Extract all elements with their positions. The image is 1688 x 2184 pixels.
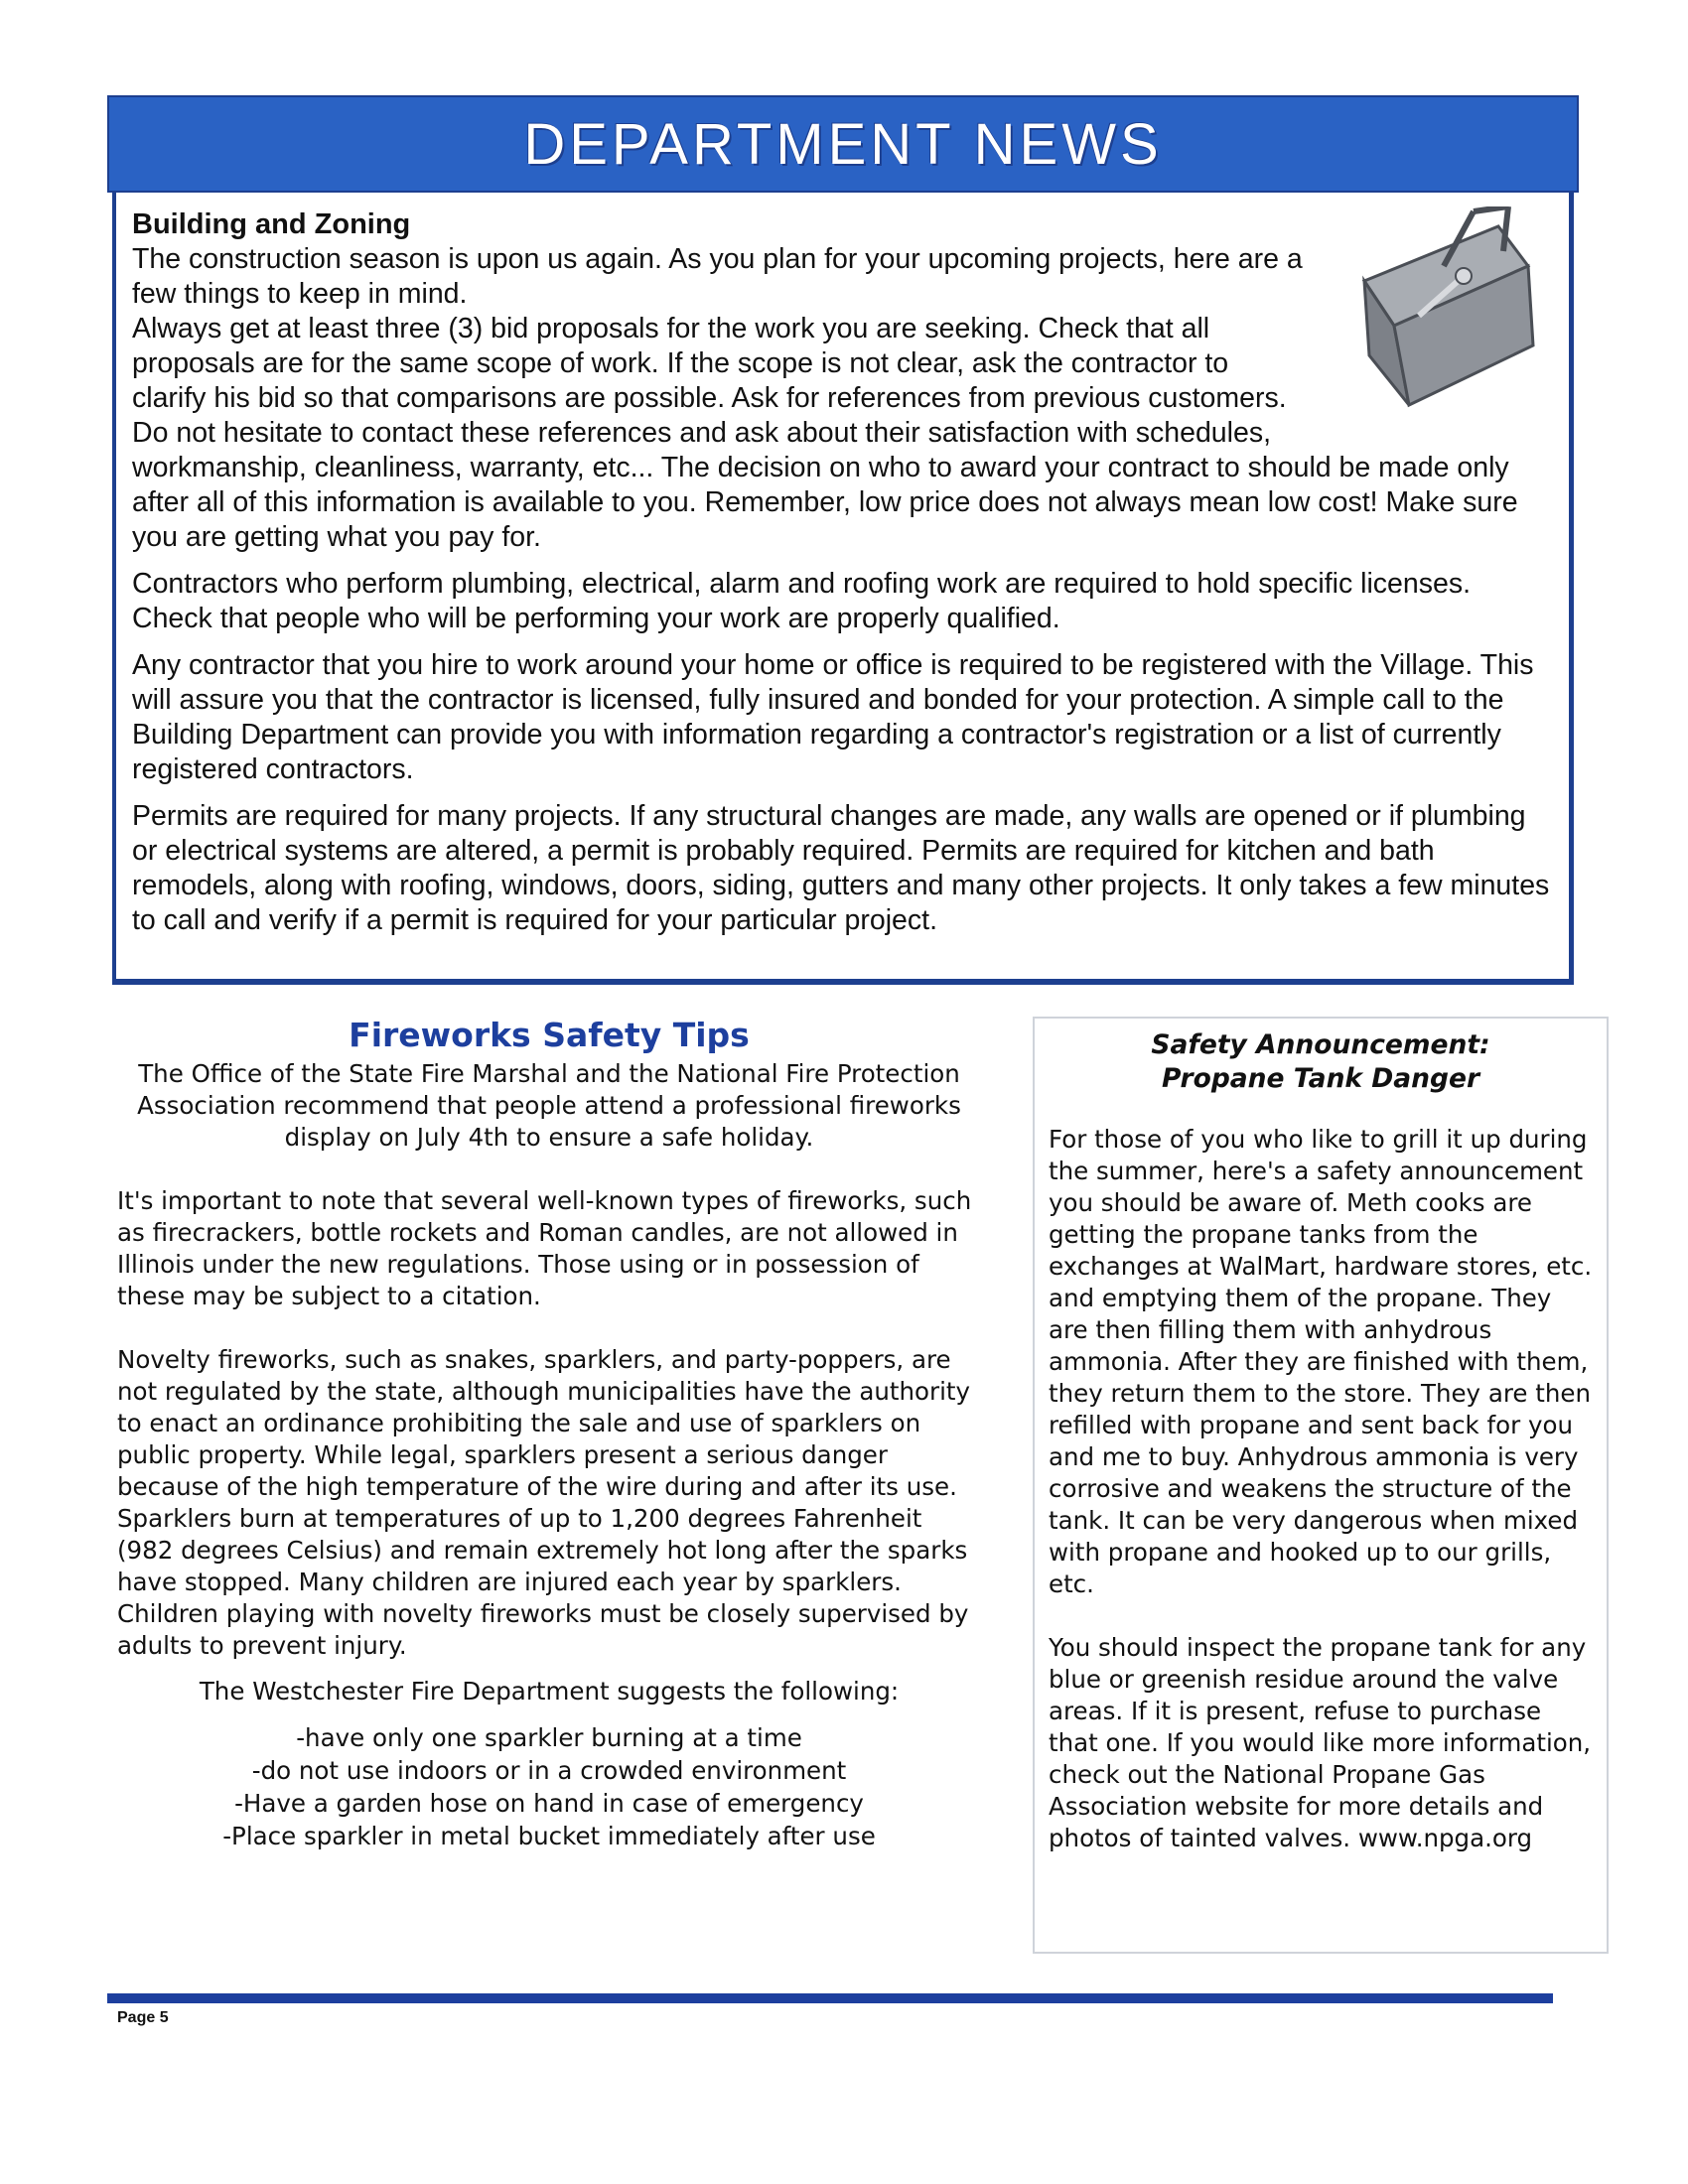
toolbox-icon [1325, 206, 1543, 420]
list-item: -have only one sparkler burning at a time [296, 1723, 802, 1752]
fireworks-intro: The Office of the State Fire Marshal and the National Fire Protection Association recommend that people attend a professional fireworks display on July 4th to ensure a safe holiday. [137, 1059, 961, 1152]
fireworks-heading: Fireworks Safety Tips [349, 1016, 750, 1054]
list-item: -Have a garden hose on hand in case of emergency [234, 1789, 864, 1818]
banner-title: DEPARTMENT NEWS [523, 111, 1163, 177]
department-news-banner [107, 95, 1579, 193]
paragraph: Always get at least three (3) bid proposals for the work you are seeking. Check that all proposals are for the same scope of work. If the scope is not clear, ask the contractor to clarify his bid so that comparisons are possible. Ask for references from previous customers. Do not hesitate to contact these references and ask about their satisfaction with schedules, workmanship, cleanliness, warranty, etc... The decision on who to award your contract to should be made only after all of this information is available to you. Remember, low price does not always mean low cost! Make sure you are getting what you pay for. [132, 313, 1518, 553]
fireworks-section [117, 1015, 981, 1852]
page-number: Page 5 [117, 2009, 169, 2026]
suggestions-intro: The Westchester Fire Department suggests the following: [199, 1677, 900, 1706]
paragraph: It's important to note that several well-known types of fireworks, such as firecrackers, bottle rockets and Roman candles, are not allowed in Illinois under the new regulations. Those using or in possession of these may be subject to a citation. [117, 1186, 972, 1310]
section-heading: Building and Zoning [132, 208, 411, 240]
list-item: -Place sparkler in metal bucket immediately after use [222, 1822, 876, 1850]
announcement-heading [1049, 1028, 1593, 1096]
footer-divider [107, 1993, 1553, 2003]
propane-announcement-box [1033, 1017, 1609, 1954]
paragraph: You should inspect the propane tank for any blue or greenish residue around the valve areas. If it is present, refuse to purchase that one. If you would like more information, check out the National Propane Gas Association website for more details and photos of tainted valves. www.npga.org [1049, 1633, 1592, 1852]
paragraph: Permits are required for many projects. If any structural changes are made, any walls are opened or if plumbing or electrical systems are altered, a permit is probably required. Permits are required for kitchen and bath remodels, along with roofing, windows, doors, siding, gutters and many other projects. It only takes a few minutes to call and verify if a permit is required for your particular project. [132, 800, 1550, 936]
paragraph: The construction season is upon us again. As you plan for your upcoming projects, here are a few things to keep in mind. [132, 243, 1303, 310]
paragraph: Novelty fireworks, such as snakes, sparklers, and party-poppers, are not regulated by the state, although municipalities have the authority to enact an ordinance prohibiting the sale and use of sparklers on public property. While legal, sparklers present a serious danger because of the high temperature of the wire during and after its use. Sparklers burn at temperatures of up to 1,200 degrees Fahrenheit (982 degrees Celsius) and remain extremely hot long after the sparks have stopped. Many children are injured each year by sparklers. Children playing with novelty fireworks must be closely supervised by adults to prevent injury. [117, 1345, 971, 1660]
paragraph: For those of you who like to grill it up during the summer, here's a safety announcement you should be aware of. Meth cooks are getting the propane tanks from the exchanges at WalMart, hardware stores, etc. and emptying them of the propane. They are then filling them with anhydrous ammonia. After they are finished with them, they return them to the store. They are then refilled with propane and sent back for you and me to buy. Anhydrous ammonia is very corrosive and weakens the structure of the tank. It can be very dangerous when mixed with propane and hooked up to our grills, etc. [1049, 1125, 1593, 1598]
announcement-heading-line-2: Propane Tank Danger [1161, 1063, 1480, 1094]
building-zoning-section [112, 193, 1574, 985]
list-item: -do not use indoors or in a crowded environment [251, 1756, 847, 1785]
paragraph: Any contractor that you hire to work around your home or office is required to be registered with the Village. This will assure you that the contractor is licensed, fully insured and bonded for your protection. A simple call to the Building Department can provide you with information regarding a contractor's registration or a list of currently registered contractors. [132, 649, 1534, 785]
paragraph: Contractors who perform plumbing, electrical, alarm and roofing work are required to hold specific licenses. Check that people who will be performing your work are properly qualified. [132, 568, 1472, 634]
safety-tips-list [117, 1721, 981, 1852]
announcement-heading-line-1: Safety Announcement: [1151, 1029, 1490, 1060]
